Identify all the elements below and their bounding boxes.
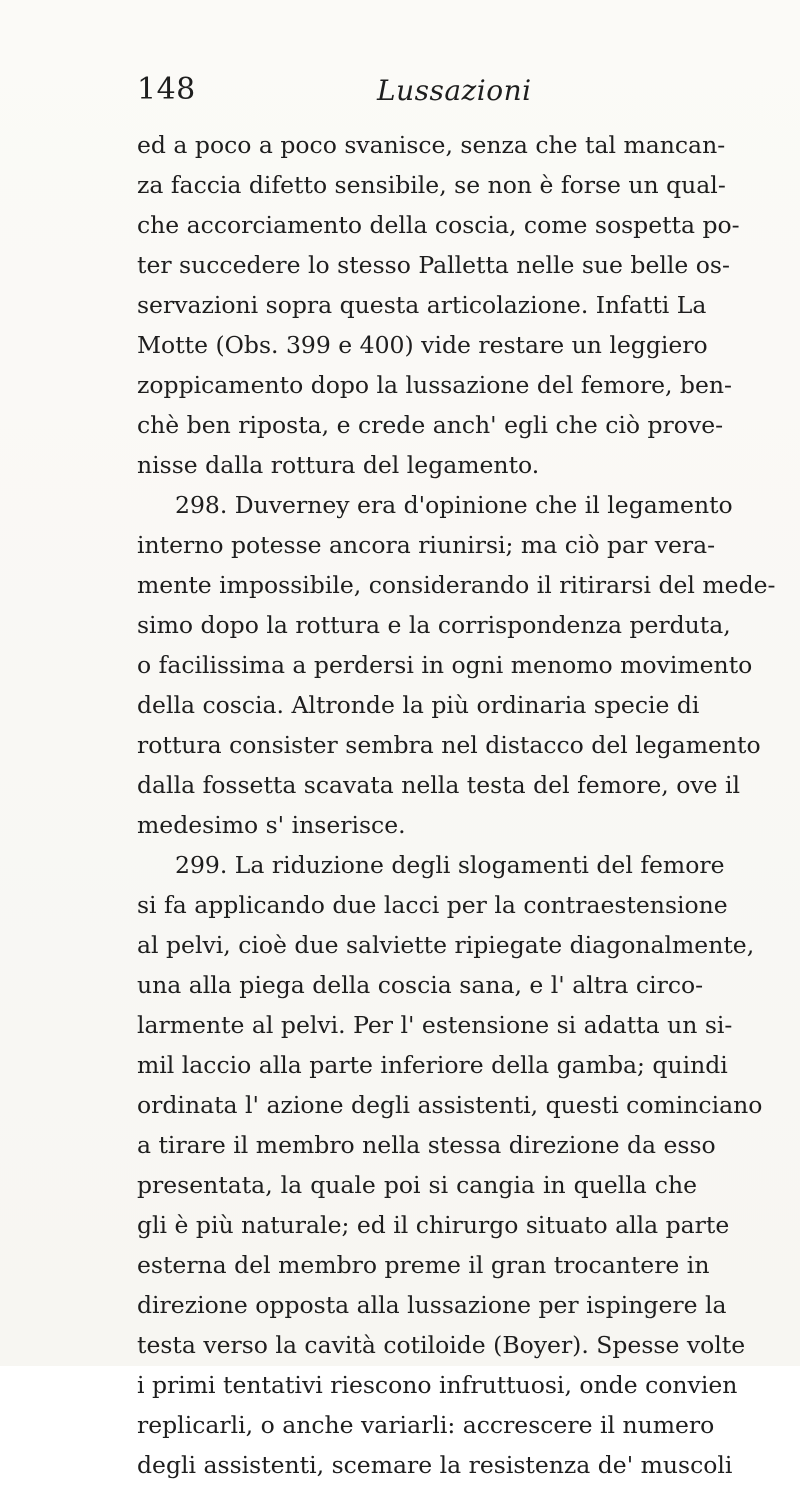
- text-line: ter succedere lo stesso Palletta nelle sue belle os-: [137, 251, 730, 279]
- text-line: interno potesse ancora riunirsi; ma ciò par vera-: [137, 531, 716, 559]
- text-line: mil laccio alla parte inferiore della gamba; quindi: [137, 1051, 728, 1079]
- text-line: presentata, la quale poi si cangia in quella che: [137, 1171, 697, 1199]
- text-line: za faccia difetto sensibile, se non è forse un qual-: [137, 171, 726, 199]
- text-line: larmente al pelvi. Per l' estensione si adatta un si-: [137, 1011, 733, 1039]
- text-line: chè ben riposta, e crede anch' egli che ciò prove-: [137, 411, 724, 439]
- text-line: servazioni sopra questa articolazione. Infatti La: [137, 291, 707, 319]
- text-line: Motte (Obs. 399 e 400) vide restare un leggiero: [137, 331, 708, 359]
- page-number: 148: [137, 72, 196, 107]
- text-line: simo dopo la rottura e la corrispondenza perduta,: [137, 611, 731, 639]
- paragraph-298-start: 298. Duverney era d'opinione che il legamento: [175, 491, 733, 519]
- running-head: Lussazioni: [377, 74, 532, 107]
- paragraph-end-line: nisse dalla rottura del legamento.: [137, 451, 540, 479]
- text-line: direzione opposta alla lussazione per ispingere la: [137, 1291, 727, 1319]
- text-line: gli è più naturale; ed il chirurgo situato alla parte: [137, 1211, 730, 1239]
- body-text: [137, 125, 776, 1485]
- page-header: [137, 72, 697, 112]
- text-line: esterna del membro preme il gran trocantere in: [137, 1251, 710, 1279]
- text-line: replicarli, o anche variarli: accrescere il numero: [137, 1411, 715, 1439]
- text-line: ordinata l' azione degli assistenti, questi cominciano: [137, 1091, 763, 1119]
- text-line: si fa applicando due lacci per la contraestensione: [137, 891, 728, 919]
- paragraph-end-line: medesimo s' inserisce.: [137, 811, 406, 839]
- text-line: a tirare il membro nella stessa direzione da esso: [137, 1131, 716, 1159]
- text-line: della coscia. Altronde la più ordinaria specie di: [137, 691, 700, 719]
- text-line: una alla piega della coscia sana, e l' altra circo-: [137, 971, 704, 999]
- text-line: testa verso la cavità cotiloide (Boyer). Spesse volte: [137, 1331, 746, 1359]
- text-line: ed a poco a poco svanisce, senza che tal mancan-: [137, 131, 726, 159]
- text-line: mente impossibile, considerando il ritirarsi del mede-: [137, 571, 776, 599]
- text-line: che accorciamento della coscia, come sospetta po-: [137, 211, 740, 239]
- text-line: dalla fossetta scavata nella testa del femore, ove il: [137, 771, 741, 799]
- text-line: degli assistenti, scemare la resistenza de' muscoli: [137, 1451, 733, 1479]
- text-line: i primi tentativi riescono infruttuosi, onde convien: [137, 1371, 738, 1399]
- text-line: rottura consister sembra nel distacco del legamento: [137, 731, 761, 759]
- text-line: al pelvi, cioè due salviette ripiegate diagonalmente,: [137, 931, 755, 959]
- text-line: zoppicamento dopo la lussazione del femore, ben-: [137, 371, 732, 399]
- paragraph-299-start: 299. La riduzione degli slogamenti del femore: [175, 851, 725, 879]
- text-line: o facilissima a perdersi in ogni menomo movimento: [137, 651, 753, 679]
